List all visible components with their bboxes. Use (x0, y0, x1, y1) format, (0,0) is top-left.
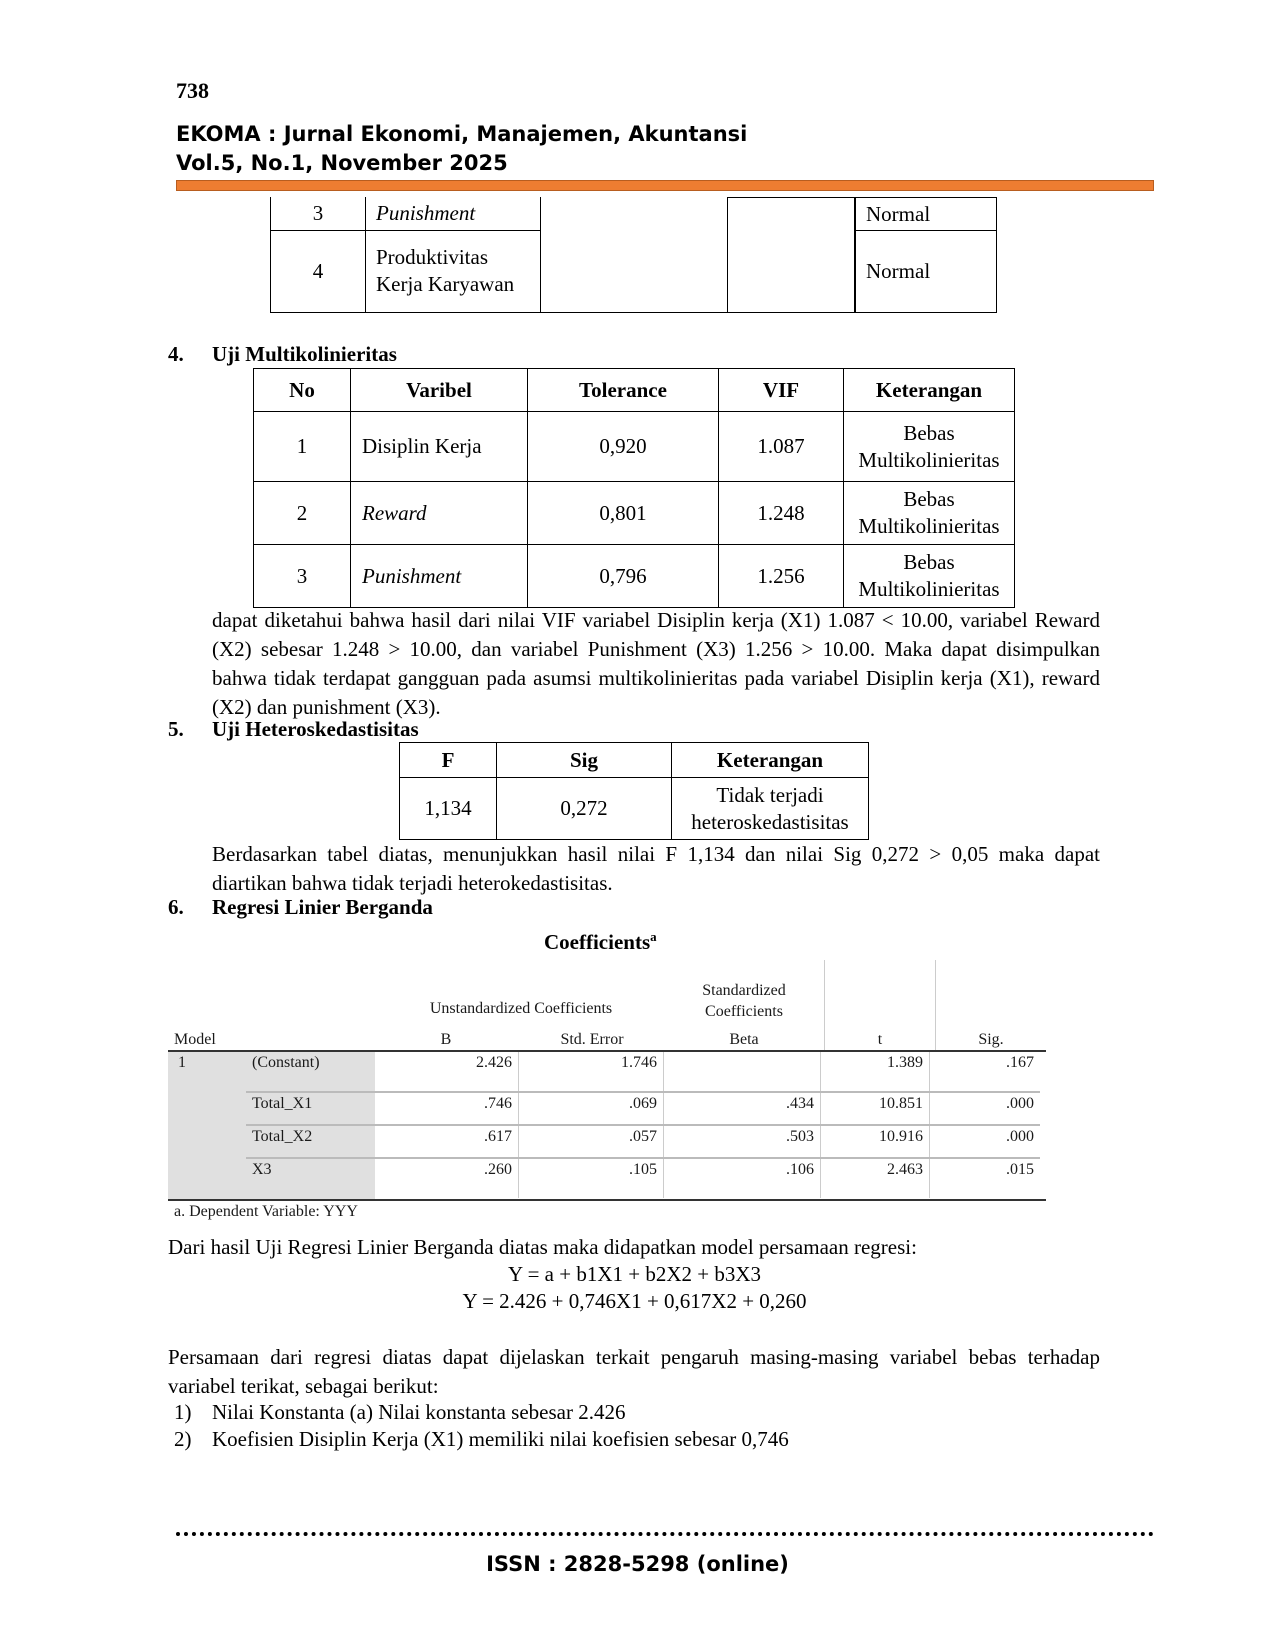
col-header: Sig (497, 743, 672, 778)
col-header: Tolerance (528, 369, 719, 412)
table-row: Total_X2 .617 .057 .503 10.916 .000 (246, 1125, 1040, 1158)
section-6-number: 6. (168, 895, 184, 919)
row-ket: Normal (855, 198, 997, 231)
coefficients-footnote: a. Dependent Variable: YYY (174, 1203, 358, 1220)
table-row: 1,134 0,272 Tidak terjadi heteroskedastisitas (400, 778, 869, 840)
coefficients-body (246, 1052, 1040, 1198)
header-standardized: Standardized Coefficients (702, 982, 786, 1020)
table-row: (Constant) 2.426 1.746 1.389 .167 (246, 1052, 1040, 1092)
footer-rule (176, 1532, 1154, 1536)
row-var: Punishment (366, 197, 541, 230)
page-number: 738 (176, 78, 209, 103)
section-5-number: 5. (168, 717, 184, 741)
header-t: t (877, 1031, 883, 1048)
normality-table-continued (270, 197, 727, 313)
equation-result: Y = 2.426 + 0,746X1 + 0,617X2 + 0,260 (462, 1289, 807, 1313)
table-row: 3 Punishment 0,796 1.256 Bebas Multikolinieritas (254, 545, 1015, 608)
equation-general: Y = a + b1X1 + b2X2 + b3X3 (507, 1262, 762, 1286)
journal-volume: Vol.5, No.1, November 2025 (176, 151, 508, 175)
header-rule (176, 180, 1154, 191)
section-5-paragraph: Berdasarkan tabel diatas, menunjukkan hasil nilai F 1,134 dan nilai Sig 0,272 > 0,05 maka dapat diartikan bahwa tidak terjadi heterokedastisitas. (212, 842, 1100, 895)
section-5-title: Uji Heteroskedastisitas (212, 717, 419, 741)
row-no: 4 (271, 230, 366, 312)
table-row: X3 .260 .105 .106 2.463 .015 (246, 1158, 1040, 1198)
list-item-number: 1) (174, 1400, 192, 1424)
section-4-number: 4. (168, 342, 184, 366)
col-header: Keterangan (672, 743, 869, 778)
col-header: F (400, 743, 497, 778)
table-row: 1 Disiplin Kerja 0,920 1.087 Bebas Multikolinieritas (254, 412, 1015, 482)
header-model: Model (174, 1031, 216, 1048)
section-4-paragraph: dapat diketahui bahwa hasil dari nilai VIF variabel Disiplin kerja (X1) 1.087 < 10.00, variabel Reward (X2) sebesar 1.248 > 10.00, dan variabel Punishment (X3) 1.256 > 10.00. Maka dapat disimpulkan bahwa tidak terdapat gangguan pada asumsi multikolinieritas pada variabel Disiplin kerja (X1), reward (X2) dan punishment (X3). (212, 608, 1100, 719)
regression-intro: Dari hasil Uji Regresi Linier Berganda diatas maka didapatkan model persamaan regresi: (168, 1235, 917, 1259)
row-no: 3 (271, 197, 366, 230)
section-6-title: Regresi Linier Berganda (212, 895, 433, 919)
journal-header (176, 120, 747, 178)
model-number: 1 (178, 1054, 186, 1071)
row-var: Produktivitas Kerja Karyawan (366, 230, 541, 312)
col-header: Keterangan (844, 369, 1015, 412)
table-row: 2 Reward 0,801 1.248 Bebas Multikolinieritas (254, 482, 1015, 545)
table-row: Total_X1 .746 .069 .434 10.851 .000 (246, 1092, 1040, 1125)
list-item: Koefisien Disiplin Kerja (X1) memiliki nilai koefisien sebesar 0,746 (212, 1427, 789, 1451)
coefficients-title: Coefficients$^a$ (544, 929, 657, 954)
list-item-number: 2) (174, 1427, 192, 1451)
journal-title: EKOMA : Jurnal Ekonomi, Manajemen, Akuntansi (176, 122, 748, 146)
footer-issn: ISSN : 2828-5298 (online) (486, 1552, 789, 1576)
header-std-error: Std. Error (560, 1031, 624, 1048)
coefficients-table (168, 960, 1048, 1245)
multicollinearity-table (253, 368, 1015, 608)
normality-table-right (727, 197, 997, 313)
header-beta: Beta (729, 1031, 759, 1048)
header-sig: Sig. (978, 1031, 1004, 1048)
heteroskedasticity-table (399, 742, 869, 840)
regression-explanation: Persamaan dari regresi diatas dapat dijelaskan terkait pengaruh masing-masing variabel bebas terhadap variabel terikat, sebagai berikut: (168, 1345, 1100, 1398)
row-ket: Normal (855, 231, 997, 313)
header-b: B (440, 1031, 452, 1048)
list-item: Nilai Konstanta (a) Nilai konstanta sebesar 2.426 (212, 1400, 626, 1424)
col-header: No (254, 369, 351, 412)
col-header: VIF (719, 369, 844, 412)
header-unstandardized: Unstandardized Coefficients (429, 1000, 613, 1017)
col-header: Varibel (351, 369, 528, 412)
section-4-title: Uji Multikolinieritas (212, 342, 397, 366)
